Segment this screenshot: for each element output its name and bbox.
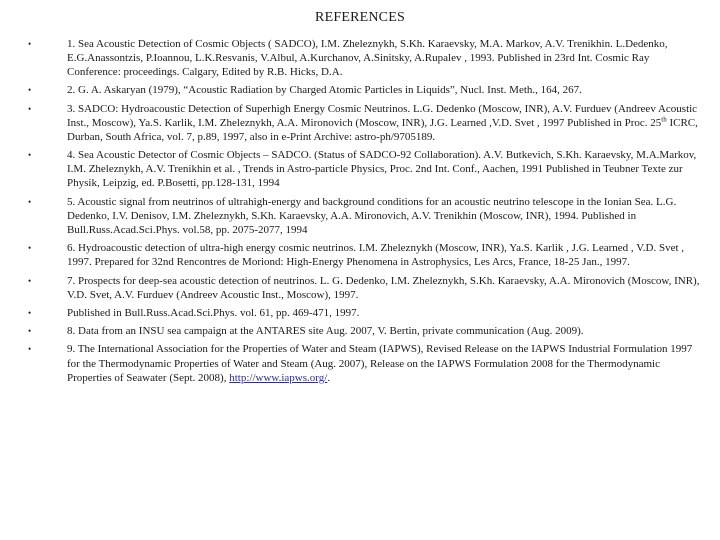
bullet-icon: • [28, 85, 32, 96]
list-item [28, 324, 704, 338]
reference-text: 7. Prospects for deep-sea acoustic detection of neutrinos. L. G. Dedenko, I.M. Zheleznykh, S.Kh. Karaevsky, A.A. Mironovich (Moscow, INR), V.D. Svet, A.V. Furduev (Andreev Acoustic Inst., Moscow), 1997. [67, 274, 700, 301]
reference-text: 8. Data from an INSU sea campaign at the ANTARES site Aug. 2007, V. Bertin, private communication (Aug. 2009). [67, 325, 584, 338]
reference-text [67, 103, 698, 143]
page-title: REFERENCES [315, 10, 405, 25]
list-item [28, 195, 704, 237]
reference-text: Published in Bull.Russ.Acad.Sci.Phys. vol. 61, pp. 469-471, 1997. [67, 306, 360, 319]
bullet-icon: • [28, 196, 32, 207]
reference-text-part: . [327, 371, 331, 384]
reference-text [67, 343, 692, 383]
bullet-icon: • [28, 344, 32, 355]
list-item [28, 148, 704, 190]
bullet-icon: • [28, 103, 32, 114]
reference-text: 2. G. A. Askaryan (1979), “Acoustic Radiation by Charged Atomic Particles in Liquids”, Nucl. Inst. Meth., 164, 267. [67, 84, 582, 97]
bullet-icon: • [28, 307, 32, 318]
reference-list [28, 37, 704, 389]
bullet-icon: • [28, 275, 32, 286]
bullet-icon: • [28, 150, 32, 161]
list-item [28, 83, 704, 97]
list-item [28, 342, 704, 384]
list-item [28, 274, 704, 302]
list-item [28, 102, 704, 144]
list-item [28, 306, 704, 320]
reference-text-part: ICRC, Durban, South Africa, vol. 7, p.89, 1997, also in e-Print Archive: astro-ph/9705189. [67, 116, 698, 143]
list-item [28, 37, 704, 79]
reference-text-part: 3. SADCO: Hydroacoustic Detection of Superhigh Energy Cosmic Neutrinos. L.G. Dedenko (Moscow, INR), A.V. Furduev (Andreev Acoustic Inst., Moscow), Ya.S. Karlik, I.M. Zheleznykh, A.A. Mironovich (Moscow, INR), J.G. Learned ,V.D. Svet , 1997 Published in Proc. 25 [67, 102, 698, 129]
bullet-icon: • [28, 39, 32, 49]
reference-text: 6. Hydroacoustic detection of ultra-high energy cosmic neutrinos. I.M. Zheleznykh (Moscow, INR), Ya.S. Karlik , J.G. Learned , V.D. Svet , 1997. Prepared for 32nd Rencontres de Moriond: High-Energy Phenomena in Astrophysics, Les Arcs, France, 18-25 Jan., 1997. [67, 242, 685, 269]
reference-text-part: 9. The International Association for the Properties of Water and Steam (IAPWS), Revised Release on the IAPWS Industrial Formulation 1997 for the Thermodynamic Properties of Water and Steam (Aug. 2007), Release on the IAPWS Formulation 2008 for the Thermodynamic Properties of Seawater (Sept. 2008), [67, 343, 693, 384]
reference-text: 1. Sea Acoustic Detection of Cosmic Objects ( SADCO), I.M. Zheleznykh, S.Kh. Karaevsky, M.A. Markov, A.V. Trenikhin. L.Dedenko, E.G.Anassontzis, P.Ioannou, L.K.Resvanis, V.Albul, A.Kurchanov, A.Sinitsky, A.Rupalev , 1993. Published in 23rd Int. Cosmic Ray Conference: proceedings. Calgary, Edited by R.B. Hicks, D.A. [67, 38, 668, 79]
bullet-icon: • [28, 326, 32, 337]
reference-text: 4. Sea Acoustic Detector of Cosmic Objects – SADCO. (Status of SADCO-92 Collaboration). A.V. Butkevich, S.Kh. Karaevsky, M.A.Markov, I.M. Zheleznykh, A.V. Trenikhin et al. , Trends in Astro-particle Physics, Proc. 2nd Int. Conf., Aachen, 1991 Published in Teubner Texte zur Physik, Leipzig, ed. P.Bosetti, pp.128-131, 1994 [67, 149, 697, 190]
reference-text: 5. Acoustic signal from neutrinos of ultrahigh-energy and background conditions for an acoustic neutrino telescope in the Ionian Sea. L.G. Dedenko, I.V. Denisov, I.M. Zheleznykh, S.Kh. Karaevsky, A.A. Mironovich, A.V. Trenikhin (Moscow, INR), 1994. Published in Bull.Russ.Acad.Sci.Phys. vol.58, pp. 2075-2077, 1994 [67, 195, 677, 236]
iapws-link[interactable]: http://www.iapws.org/ [229, 371, 328, 384]
list-item [28, 241, 704, 269]
superscript: th [661, 115, 667, 124]
bullet-icon: • [28, 243, 32, 254]
